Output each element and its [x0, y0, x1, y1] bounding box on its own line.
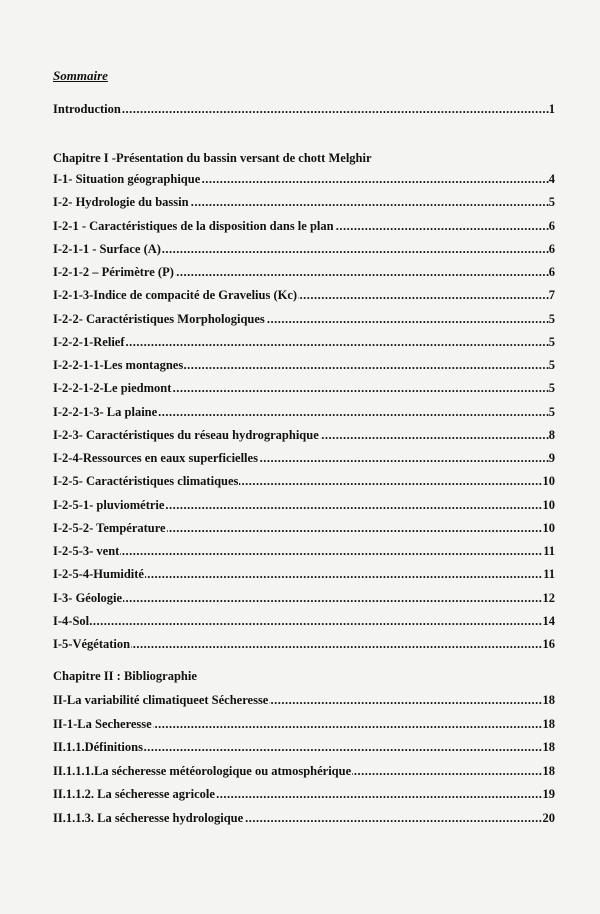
toc-entry: [53, 311, 555, 327]
chapter-1-heading: Chapitre I -Présentation du bassin versant de chott Melghir: [53, 151, 372, 165]
toc-entry-label: ..... II-La variabilité climatiqueet Sécheresse: [53, 693, 269, 707]
toc-entry-label: ..... Introduction: [53, 102, 121, 116]
toc-entry-page: 18: [542, 716, 555, 731]
toc-entry: [53, 357, 555, 373]
toc-entry: [53, 404, 555, 420]
toc-entry-page: 18: [542, 693, 555, 707]
toc-entry-label: ..... I-2-1-2 – Périmètre (P): [53, 265, 174, 279]
toc-entry: [53, 218, 555, 234]
toc-entry-label: ..... I-1- Situation géographique: [53, 172, 201, 186]
toc-entry-label: ..... I-2-5- Caractéristiques climatiques: [53, 474, 239, 489]
toc-entry: [53, 636, 555, 652]
toc-entry-label: ..... I-2-2- Caractéristiques Morphologiques: [53, 311, 265, 326]
toc-entry-page: 16: [542, 637, 555, 651]
toc-entry-page: 18: [542, 740, 555, 755]
toc-entry: [53, 692, 555, 708]
toc-entry-label: ..... I-2-2-1-3- La plaine: [53, 404, 158, 419]
toc-entry-page: 12: [542, 590, 555, 605]
toc-entry: [53, 194, 555, 210]
toc-entry-page: 8: [548, 427, 555, 442]
toc-entry-page: 6: [548, 265, 555, 279]
toc-entry-page: 5: [548, 334, 555, 349]
toc-entry-page: 10: [542, 497, 555, 512]
toc-entry: [53, 334, 555, 350]
toc-entry: [53, 427, 555, 443]
toc-entry-label: ..... I-2-5-1- pluviométrie: [53, 497, 165, 512]
toc-entry-label: ..... II.1.1.3. La sécheresse hydrologique: [53, 811, 244, 825]
toc-entry-label: ..... I-2-1 - Caractéristiques de la disposition dans le plan: [53, 218, 334, 233]
toc-entry-page: 20: [542, 811, 555, 825]
toc-entry-label: ..... II.1.1.1.La sécheresse météorologique ou atmosphérique: [53, 763, 352, 778]
toc-entry-page: 5: [548, 404, 555, 419]
toc-entry: [53, 171, 555, 187]
toc-entry-label: ..... I-5-Végétation: [53, 637, 131, 651]
toc-entry: [53, 763, 555, 779]
toc-entry: [53, 497, 555, 513]
toc-entry: [53, 473, 555, 489]
toc-entry-page: 18: [542, 763, 555, 778]
toc-entry: [53, 590, 555, 606]
toc-entry-label: ..... I-2-3- Caractéristiques du réseau hydrographique: [53, 427, 319, 442]
toc-entry: [53, 450, 555, 466]
toc-entry-page: 10: [542, 474, 555, 489]
toc-entry-label: ..... I-2-5-4-Humidité: [53, 567, 144, 582]
toc-entry: [53, 543, 555, 559]
toc-entry: [53, 566, 555, 582]
toc-entry-label: ..... I-2-1-3-Indice de compacité de Gravelius (Kc): [53, 288, 298, 303]
toc-entry-label: ..... II.1.1.Définitions: [53, 740, 143, 755]
toc-entry: [53, 739, 555, 755]
toc-entry-page: 14: [542, 613, 555, 628]
toc-entry-page: 6: [548, 241, 555, 256]
toc-entry-page: 5: [548, 311, 555, 326]
page-title: Sommaire: [53, 68, 108, 83]
toc-entry: [53, 786, 555, 802]
toc-entry-label: ..... I-2-5-2- Température: [53, 520, 166, 535]
toc-entry-page: 11: [543, 544, 555, 558]
toc-entry-label: ..... II.1.1.2. La sécheresse agricole: [53, 787, 215, 802]
toc-entry-page: 9: [548, 451, 555, 465]
toc-entry: [53, 613, 555, 629]
toc-entry-page: 6: [548, 218, 555, 233]
toc-entry-page: 5: [548, 195, 555, 210]
toc-entry: [53, 287, 555, 303]
toc-entry-label: ..... I-2-1-1 - Surface (A): [53, 241, 161, 256]
toc-entry-page: 5: [548, 381, 555, 396]
toc-entry: [53, 810, 555, 826]
toc-entry-label: ..... I-2- Hydrologie du bassin: [53, 195, 189, 210]
toc-entry-page: 7: [548, 288, 555, 303]
toc-entry-label: ..... I-2-2-1-1-Les montagnes: [53, 358, 184, 372]
toc-entry-label: ..... I-2-4-Ressources en eaux superficielles: [53, 451, 258, 465]
toc-entry: [53, 520, 555, 536]
toc-entry-label: ..... I-2-2-1-Relief: [53, 334, 125, 349]
toc-entry-introduction: [53, 101, 555, 117]
toc-entry-label: ..... II-1-La Secheresse: [53, 716, 152, 731]
toc-entry-page: 11: [543, 567, 555, 582]
toc-entry-label: ..... I-4-Sol: [53, 613, 90, 628]
toc-entry: [53, 241, 555, 257]
toc-entry-page: 10: [542, 520, 555, 535]
toc-entry-page: 1: [548, 102, 555, 116]
toc-entry-page: 4: [548, 172, 555, 186]
toc-entry: [53, 716, 555, 732]
toc-entry-page: 19: [542, 787, 555, 802]
toc-entry-label: ..... I-2-5-3- vent: [53, 544, 120, 558]
toc-entry-label: ..... I-2-2-1-2-Le piedmont: [53, 381, 172, 396]
toc-entry: [53, 380, 555, 396]
toc-entry-label: ..... I-3- Géologie: [53, 590, 123, 605]
chapter-2-heading: Chapitre II : Bibliographie: [53, 669, 197, 683]
toc-entry-page: 5: [548, 358, 555, 372]
toc-entry: [53, 264, 555, 280]
